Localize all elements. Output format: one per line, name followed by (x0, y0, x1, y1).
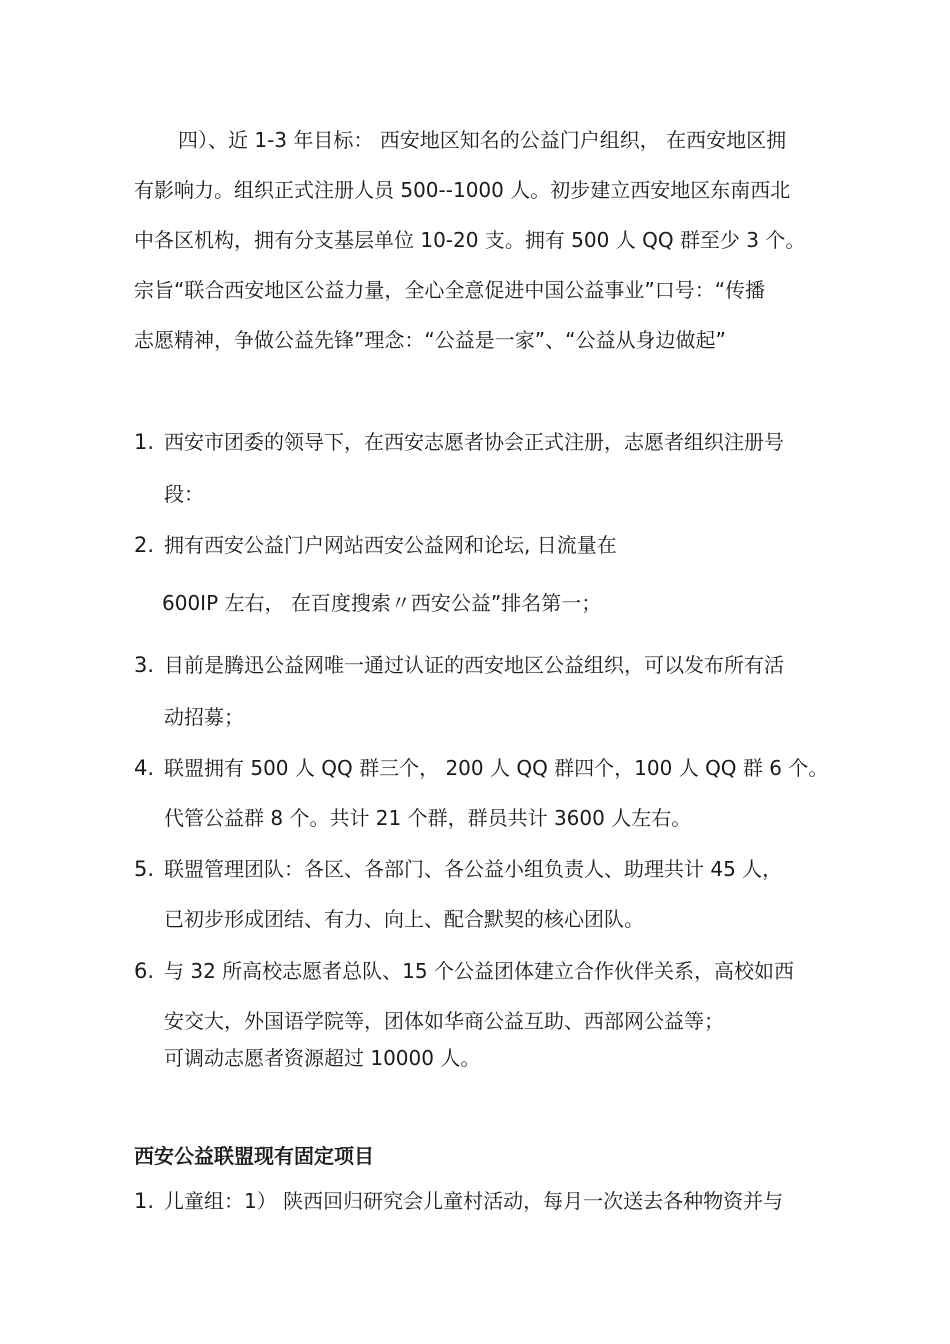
intro-line-1: 四）、近 1-3 年目标： 西安地区知名的公益门户组织， 在西安地区拥 (178, 128, 787, 152)
list-number: 6. (134, 959, 155, 983)
list-item-text: 联盟管理团队：各区、各部门、各公益小组负责人、助理共计 45 人， (164, 857, 783, 881)
intro-line-2: 有影响力。组织正式注册人员 500--1000 人。初步建立西安地区东南西北 (134, 178, 791, 202)
list-number: 2. (134, 533, 155, 557)
list-item-text: 代管公益群 8 个。共计 21 个群，群员共计 3600 人左右。 (164, 806, 692, 830)
list-item-text: 拥有西安公益门户网站西安公益网和论坛, 日流量在 (164, 533, 617, 557)
list-item-text: 600IP 左右， 在百度搜索〃西安公益”排名第一； (162, 591, 602, 615)
list-number: 4. (134, 756, 155, 780)
list-item-text: 段： (164, 482, 204, 506)
list-item-text: 联盟拥有 500 人 QQ 群三个， 200 人 QQ 群四个，100 人 QQ 群 6 个。 (164, 756, 829, 780)
list-item-text: 已初步形成团结、有力、向上、配合默契的核心团队。 (164, 907, 644, 931)
list-item-text: 西安市团委的领导下，在西安志愿者协会正式注册，志愿者组织注册号 (164, 430, 784, 454)
list-item-text: 目前是腾迅公益网唯一通过认证的西安地区公益组织，可以发布所有活 (164, 653, 784, 677)
list-number: 1. (134, 1189, 155, 1213)
list-item-text: 可调动志愿者资源超过 10000 人。 (164, 1046, 481, 1070)
list-number: 3. (134, 653, 155, 677)
list-item-text: 儿童组：1） 陕西回归研究会儿童村活动，每月一次送去各种物资并与 (164, 1189, 784, 1213)
list-number: 1. (134, 430, 155, 454)
list-item-text: 动招募； (164, 705, 244, 729)
list-item-text: 安交大，外国语学院等，团体如华商公益互助、西部网公益等； (164, 1009, 724, 1033)
section-heading: 西安公益联盟现有固定项目 (134, 1144, 374, 1168)
list-item-text: 与 32 所高校志愿者总队、15 个公益团体建立合作伙伴关系，高校如西 (164, 959, 794, 983)
list-number: 5. (134, 857, 155, 881)
intro-line-3: 中各区机构，拥有分支基层单位 10-20 支。拥有 500 人 QQ 群至少 3 个。 (134, 228, 806, 252)
intro-line-5: 志愿精神，争做公益先锋”理念：“公益是一家”、“公益从身边做起” (134, 328, 726, 352)
intro-line-4: 宗旨“联合西安地区公益力量，全心全意促进中国公益事业”口号：“传播 (134, 278, 766, 302)
